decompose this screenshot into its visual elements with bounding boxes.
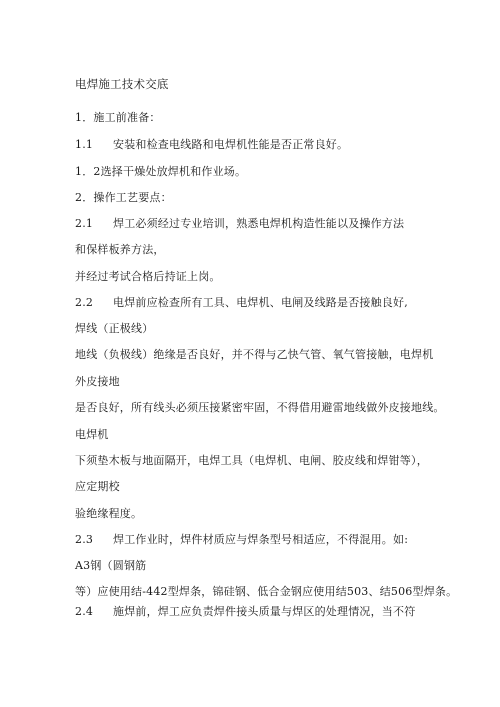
text-line: 1．施工前准备： [75,111,161,124]
clause-number: 1.1 [75,138,94,151]
text-line: A3钢（圆钢筋 [75,559,147,572]
text-line: 外皮接地 [75,375,120,388]
clause-number: 2.2 [75,296,94,309]
document-title: 电焊施工技术交底 [75,77,169,91]
text-line: 1.1 安装和检查电线路和电焊机性能是否正常良好。 [75,138,349,151]
text-line: 应定期校 [75,480,120,493]
clause-number: 2.1 [75,217,94,230]
clause-number: 2.4 [75,605,94,618]
text-line: 电焊机 [75,428,109,441]
text-line: 是否良好，所有线头必须压接紧密牢固，不得借用避雷地线做外皮接地线。 [75,401,445,414]
text-line: 验绝缘程度。 [75,507,143,520]
text-line: 2.2 电焊前应检查所有工具、电焊机、电闸及线路是否接触良好, [75,296,408,309]
text-line: 1．2选择干燥处放焊机和作业场。 [75,165,247,178]
text-line: 并经过考试合格后持证上岗。 [75,270,221,283]
text-line: 2.3 焊工作业时，焊件材质应与焊条型号相适应，不得混用。如: [75,533,409,546]
text-line: 和保样板养方法， [75,243,165,256]
text-line: 2.1 焊工必须经过专业培训，熟悉电焊机构造性能以及操作方法 [75,217,405,230]
text-line: 地线（负极线）绝缘是否良好，并不得与乙快气管、氧气管接触，电焊机 [75,348,434,361]
text-line: 2．操作工艺要点： [75,191,172,204]
text-line: 下须垫木板与地面隔开，电焊工具（电焊机、电闸、胶皮线和焊钳等）， [75,454,428,467]
clause-number: 2.3 [75,533,94,546]
text-line: 等）应使用结-442型焊条，锦硅钢、低合金钢应使用结503、结506型焊条。 [75,585,458,598]
text-line: 焊线（正极线） [75,322,154,335]
text-line: 2.4 施焊前，焊工应负责焊件接头质量与焊区的处理情况，当不符 [75,605,416,618]
